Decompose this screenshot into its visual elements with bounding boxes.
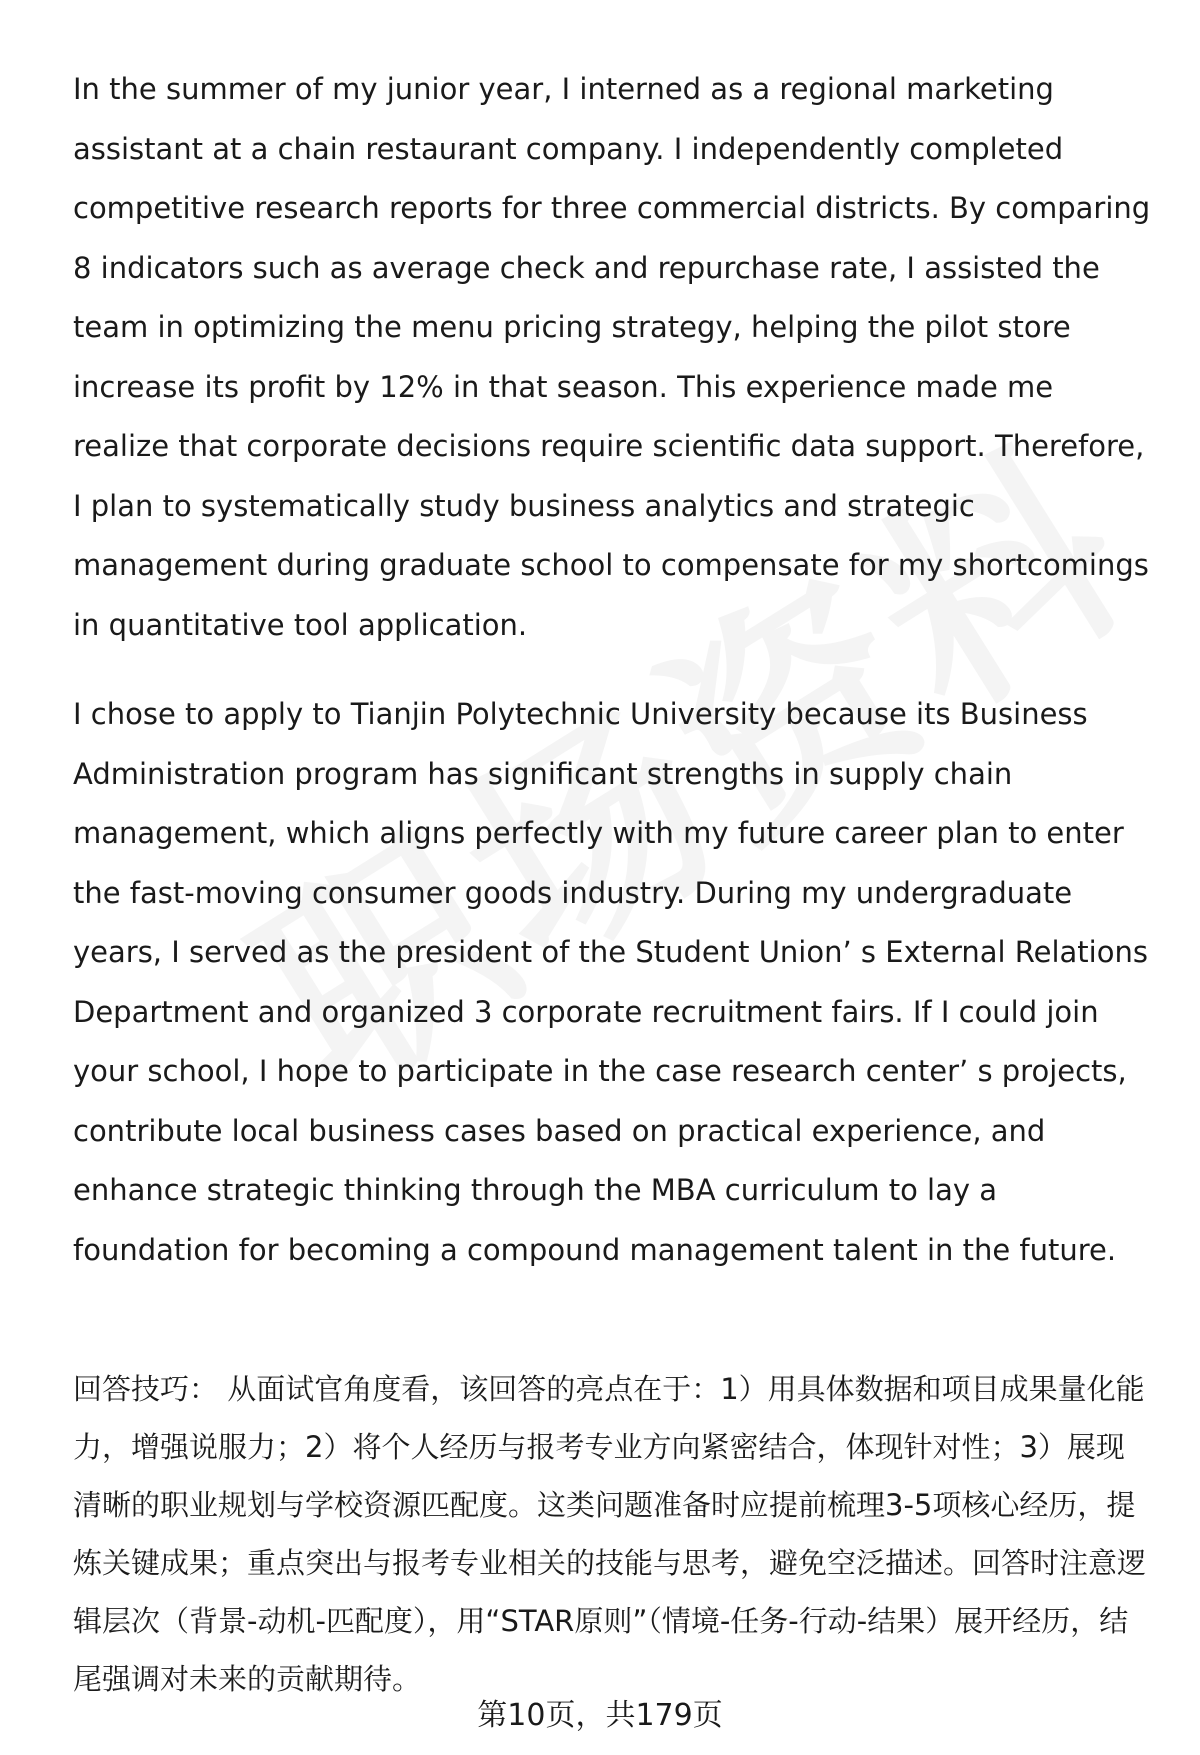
page-number: 第10页，共179页	[477, 1698, 723, 1733]
paragraph-internship: In the summer of my junior year, I interned as a regional marketing assistant at a chain restaurant company. I independently completed competitive research reports for three commercial districts. By comparing 8 indicators such as average check and repurchase rate, I assisted the team in optimizing the menu pricing strategy, helping the pilot store increase its profit by 12% in that season. This experience made me realize that corporate decisions require scientific data support. Therefore, I plan to systematically study business analytics and strategic management during graduate school to compensate for my shortcomings in quantitative tool application.	[73, 72, 1151, 642]
paragraph-university-choice: I chose to apply to Tianjin Polytechnic University because its Business Administration program has significant strengths in supply chain management, which aligns perfectly with my future career plan to enter the fast-moving consumer goods industry. During my undergraduate years, I served as the president of the Student Union’ s External Relations Department and organized 3 corporate recruitment fairs. If I could join your school, I hope to participate in the case research center’ s projects, contribute local business cases based on practical experience, and enhance strategic thinking through the MBA curriculum to lay a foundation for becoming a compound management talent in the future.	[73, 697, 1148, 1267]
answer-tip: 回答技巧： 从面试官角度看，该回答的亮点在于：1）用具体数据和项目成果量化能力，增强说服力；2）将个人经历与报考专业方向紧密结合，体现针对性；3）展现清晰的职业规划与学校资源匹配度。这类问题准备时应提前梳理3-5项核心经历，提炼关键成果；重点突出与报考专业相关的技能与思考，避免空泛描述。回答时注意逻辑层次（背景-动机-匹配度），用“STAR原则”（情境-任务-行动-结果）展开经历，结尾强调对未来的贡献期待。	[73, 1372, 1147, 1696]
document-page	[73, 60, 1153, 1696]
